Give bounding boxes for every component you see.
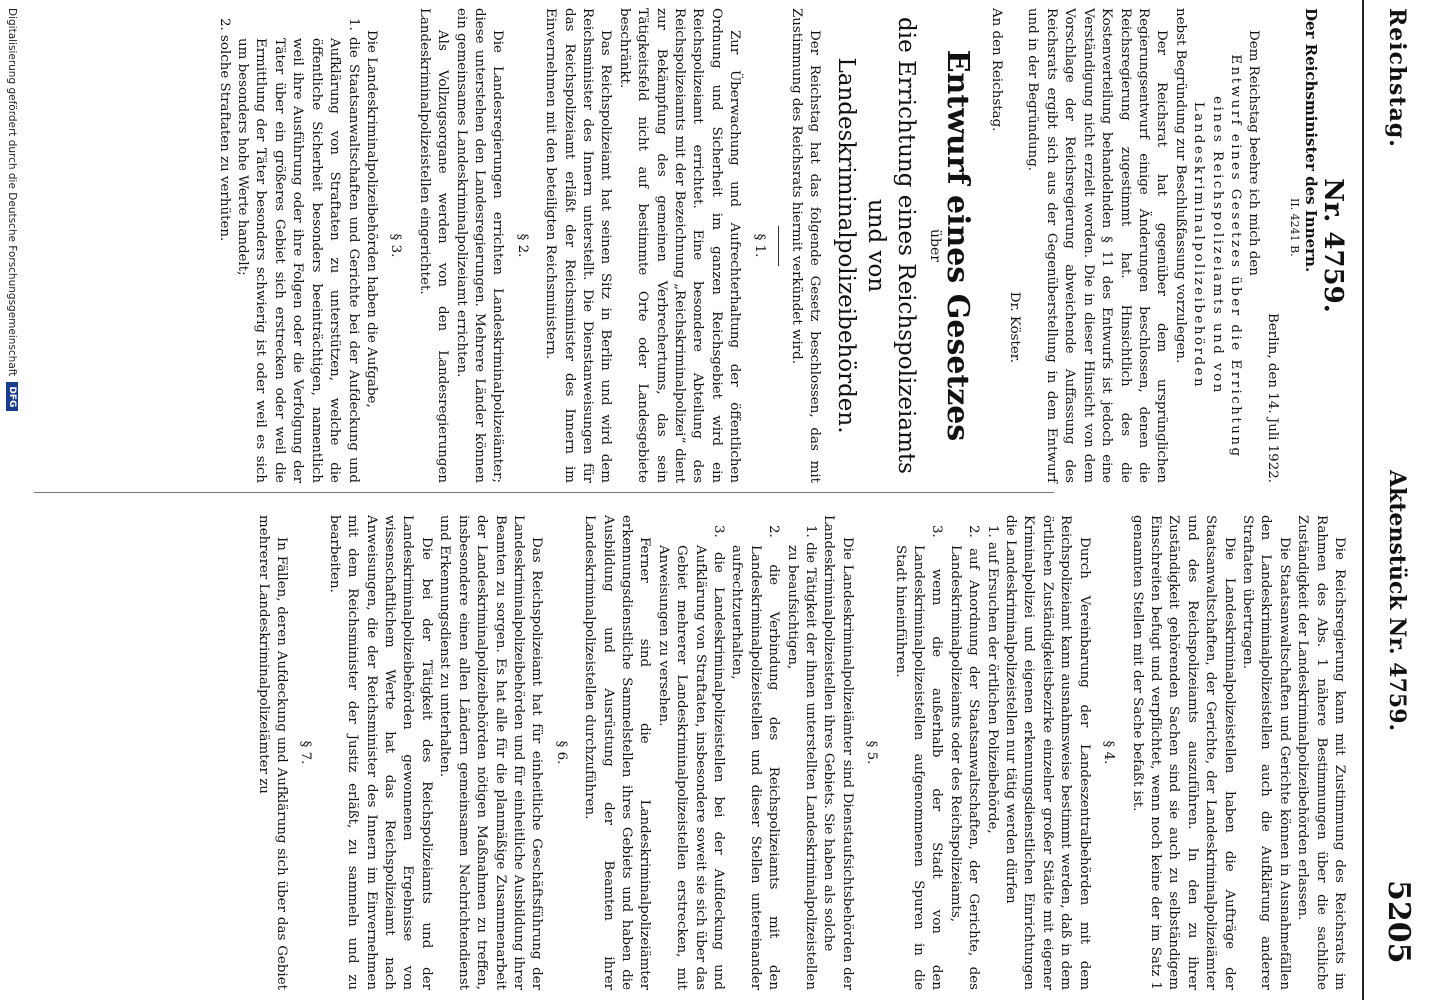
section-5-text-2: Ferner sind die Landeskriminalpolizeiämter erkennungsdienstliche Sammelstellen ihres Gebiets und haben die Ausbildung und Ausrüstung der Beamten ihrer Landeskriminalpolizeistellen durchzuführen. bbox=[582, 515, 653, 990]
place-date: Berlin, den 14. Juli 1922. bbox=[1264, 313, 1280, 483]
separator-rule bbox=[778, 226, 779, 266]
list-item: 2. solche Straftaten zu verhüten. bbox=[216, 18, 232, 242]
section-5-heading: § 5. bbox=[864, 740, 880, 765]
document-number: Nr. 4759. bbox=[1318, 178, 1348, 313]
list-item: 2. auf Anordnung der Staatsanwaltschaften, der Gerichte, des Landeskriminalpolizeiamts oder des Reichspolizeiamts, bbox=[947, 525, 982, 990]
section-5-text: Die Landeskriminalpolizeiämter sind Dienstaufsichtsbehörden der Landeskriminalpolizeistellen ihres Gebiets. Sie haben als solche bbox=[821, 515, 855, 990]
section-7-text: In Fällen, deren Aufdeckung und Aufklärung sich über das Gebiet mehrerer Landeskriminalpolizeiämter zu bbox=[255, 515, 290, 990]
enacting-clause: Der Reichstag hat das folgende Gesetz beschlossen, das mit Zustimmung des Reichsrats hiermit verkündet wird. bbox=[789, 8, 823, 483]
section-4-heading: § 4. bbox=[1101, 740, 1117, 765]
right-paragraph-3: Die Landeskriminalpolizeistellen haben die Aufträge der Staatsanwaltschaften, der Gerichte, der Landeskriminalpolizeiämter und des Reichspolizeiamts auszuführen. In den zu ihrer Zuständigkeit gehörenden Sachen sind sie auch zu selbständigem Einschreiten befugt und verpflichtet, wenn noch keine der im Satz 1 genannten Stellen mit der Sache befaßt ist. bbox=[1129, 515, 1237, 990]
reichsrat-paragraph: Der Reichsrat hat gegenüber dem ursprünglichen Regierungsentwurf einige Änderungen beschlossen, denen die Reichsregierung zugestimmt hat. Hinsichtlich des die Kostenverteilung behandelnden § 11 des Entwurfs ist jedoch eine Verständigung nicht erzielt worden. Die in dieser Hinsicht von dem Vorschlage der Reichsregierung abweichende Auffassung des Reichsrats ergibt sich aus der Gegenüberstellung in dem Entwurf und in der Begründung. bbox=[1025, 8, 1170, 483]
bill-reference: Entwurf eines Gesetzes über die Errichtung eines Reichspolizeiamts und von Landeskriminalpolizeibehörden bbox=[1191, 54, 1243, 459]
section-2-text: Die Landesregierungen errichten Landeskriminalpolizeiämter; diese unterstehen den Landesregierungen. Mehrere Länder können ein gemeinsames Landeskriminalpolizeiamt errichten. bbox=[453, 8, 506, 483]
section-3-heading: § 3. bbox=[388, 233, 404, 258]
signature: Dr. Köster. bbox=[1007, 291, 1023, 363]
column-divider bbox=[34, 492, 1054, 493]
list-item: 1. auf Ersuchen der örtlichen Polizeibehörde, bbox=[984, 525, 1000, 834]
header-left: Reichstag. bbox=[1384, 8, 1410, 148]
list-item: 1. die Tätigkeit der ihnen unterstellten Landeskriminalpolizeistellen zu beaufsichtigen, bbox=[784, 525, 819, 990]
issuer: Der Reichsminister des Innern. bbox=[1301, 8, 1320, 273]
list-item: 3. wenn die außerhalb der Stadt von den Landeskriminalpolizeistellen aufgenommenen Spuren in die Stadt hineinführen. bbox=[892, 525, 945, 990]
header-rule bbox=[1362, 0, 1364, 1000]
right-paragraph-2: Die Staatsanwaltschaften und Gerichte können in Ausnahmefällen den Landeskriminalpolizeistellen auch die Aufklärung anderer Straftaten übertragen. bbox=[1239, 515, 1292, 990]
page-header bbox=[1368, 0, 1434, 1000]
section-4-text: Durch Vereinbarung der Landeszentralbehörden mit dem Reichspolizeiamt kann ausnahmsweise bestimmt werden, daß in dem örtlichen Zuständigkeitsbezirke einzelner großer Städte mit eigener Kriminalpolizei und eigenen erkennungsdienstlichen Einrichtungen die Landeskriminalpolizeistellen nur tätig werden dürfen bbox=[1003, 515, 1092, 990]
section-6-text: Das Reichspolizeiamt hat für einheitliche Geschäftsführung der Landeskriminalpolizeibehörden und für einheitliche Ausbildung ihrer Beamten zu sorgen. Es hat alle für die planmäßige Zusammenarbeit der Landeskriminalpolizeibehörden nötigen Maßnahmen zu treffen, insbesondere einen allen Ländern gemeinsamen Nachrichtendienst und Erkennungsdienst zu unterhalten. bbox=[437, 515, 545, 990]
section-2-heading: § 2. bbox=[514, 233, 530, 258]
list-item: 1. die Staatsanwaltschaften und Gerichte bei der Aufdeckung und Aufklärung von Straftaten zu unterstützen, welche die öffentliche Sicherheit besonders beeinträchtigen, namentlich weil ihre Ausführung oder ihre Folgen oder die Verfolgung der Täter über ein größeres Gebiet sich erstrecken oder weil die Ermittlung der Täter besonders schwierig ist oder weil es sich um besonders hohe Werte handelt; bbox=[235, 18, 361, 483]
digitization-footer bbox=[2, 8, 22, 998]
section-3-intro: Die Landeskriminalpolizeibehörden haben die Aufgabe, bbox=[363, 30, 379, 408]
bill-subtitle: die Errichtung eines Reichspolizeiamts und von Landeskriminalpolizeibehörden. bbox=[833, 17, 920, 474]
left-column bbox=[214, 8, 1348, 483]
file-code: II. 4241 B. bbox=[1288, 198, 1302, 257]
list-item: 3. die Landeskriminalpolizeistellen bei der Aufdeckung und Aufklärung von Straftaten, insbesondere soweit sie sich über das Gebiet mehrerer Landeskriminalpolizeistellen erstrecken, mit Anweisungen zu versehen. bbox=[655, 525, 726, 990]
addressee: An den Reichstag. bbox=[988, 8, 1004, 132]
section-1-text: Zur Überwachung und Aufrechterhaltung der öffentlichen Ordnung und Sicherheit im ganzen Reichsgebiet wird ein Reichspolizeiamt errichtet. Eine besondere Abteilung des Reichspolizeiamts mit der Bezeichnung „Reichskriminalpolizei“ dient zur Bekämpfung des gemeinen Verbrechertums, das sein Tätigkeitsfeld nicht auf bestimmte Orte oder Landesgebiete beschränkt. bbox=[616, 8, 743, 483]
section-6-text-2: Die bei der Tätigkeit des Reichspolizeiamts und der Landeskriminalpolizeibehörden gewonnenen Ergebnisse von wissenschaftlichem Werte hat das Reichspolizeiamt nach Anweisungen, die der Reichsminister des Innern im Einvernehmen mit dem Reichsminister der Justiz erläßt, zu sammeln und zu bearbeiten. bbox=[326, 515, 434, 990]
section-6-heading: § 6. bbox=[553, 740, 569, 765]
bill-reference-tail: nebst Begründung zur Beschlußfassung vorzulegen. bbox=[1172, 8, 1188, 364]
list-item: 2. die Verbindung des Reichspolizeiamts mit den Landeskriminalpolizeistellen und dieser Stellen untereinander aufrechtzuerhalten, bbox=[729, 525, 782, 990]
section-1-heading: § 1. bbox=[751, 233, 767, 258]
bill-title-ueber: über bbox=[926, 229, 943, 262]
section-2-text-2: Als Vollzugsorgane werden von den Landesregierungen Landeskriminalpolizeistellen eingerichtet. bbox=[416, 8, 451, 483]
section-7-heading: § 7. bbox=[298, 740, 314, 765]
header-center: Aktenstück Nr. 4759. bbox=[1384, 470, 1410, 732]
footer-text: Digitalisierung gefördert durch die Deutsche Forschungsgemeinschaft bbox=[6, 8, 18, 377]
intro-text: Dem Reichstag beehre ich mich den bbox=[1246, 30, 1262, 276]
right-column bbox=[253, 515, 1348, 990]
bill-title: Entwurf eines Gesetzes bbox=[940, 49, 976, 442]
page-number: 5205 bbox=[1381, 880, 1416, 964]
right-paragraph-1: Die Reichsregierung kann mit Zustimmung des Reichsrats im Rahmen des Abs. 1 nähere Bestimmungen über die sachliche Zuständigkeit der Landeskriminalpolizeibehörden erlassen. bbox=[1295, 515, 1347, 990]
dfg-logo: DFG bbox=[6, 382, 18, 411]
section-1-text-2: Das Reichspolizeiamt hat seinen Sitz in Berlin und wird dem Reichsminister des Innern unterstellt. Die Dienstanweisungen für das Reichspolizeiamt erläßt der Reichsminister des Innern im Einvernehmen mit den beteiligten Reichsministern. bbox=[543, 8, 614, 483]
